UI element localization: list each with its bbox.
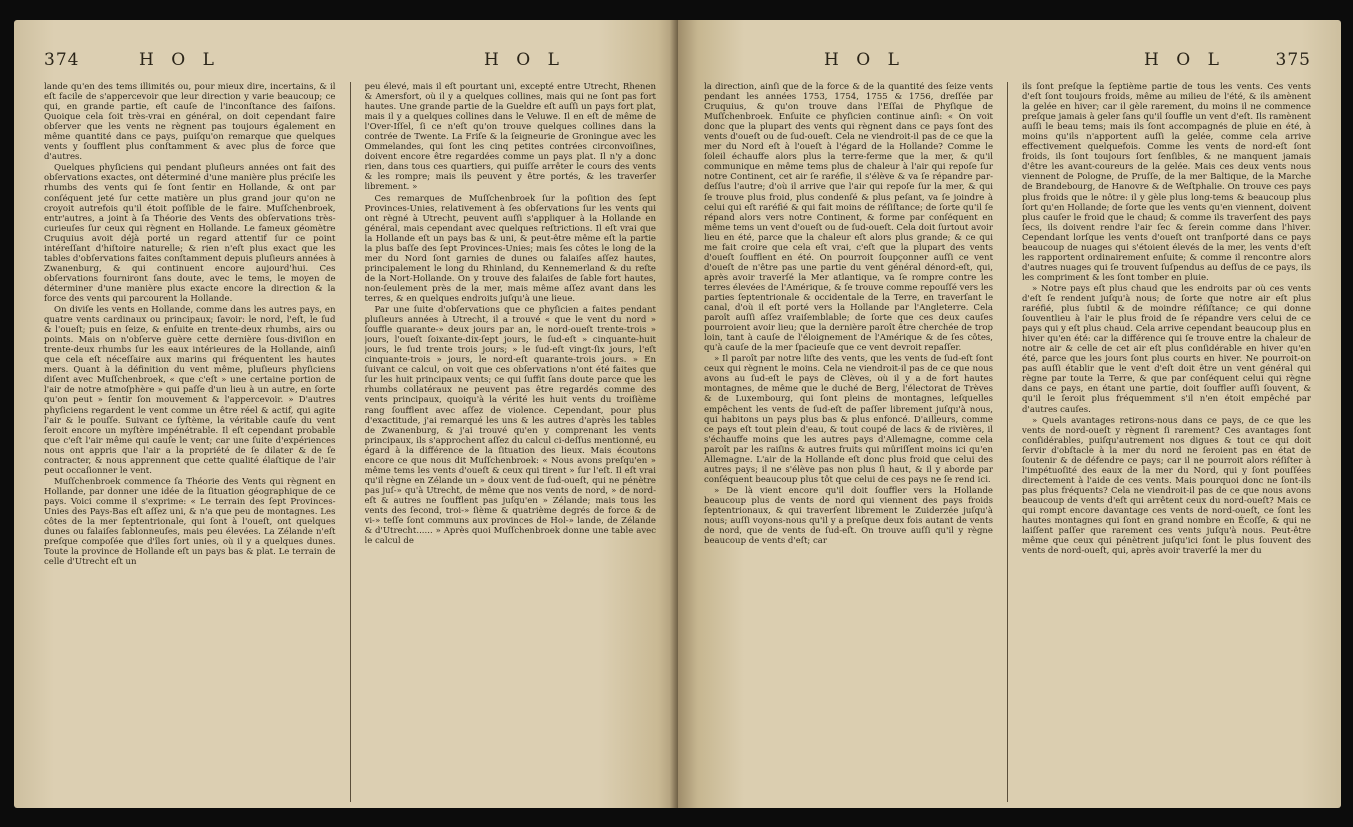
paragraph: » Notre pays eſt plus chaud que les endroits par où ces vents d'eſt ſe rendent juſqu'à nous; de ſorte que notre air eſt plus raréfié, plus ſubtil & de moindre réſiſtance; ce qui donne ſouventlieu à l'air le plus froid de ſe répandre vers celui de ce pays qui y eſt plus chaud. Cela arrive cependant beaucoup plus en hiver qu'en été: car la différence qui ſe trouve entre la chaleur de notre air & celle de cet air eſt plus conſidérable en hiver qu'en été, parce que les jours ſont plus courts en hiver. Ne pourroit-on pas auſſi établir que le vent d'eſt doit être un vent général qui règne par toute la Terre, & que par conſéquent celui qui règne dans ce pays, en étant une partie, doit ſouffler auſſi ſouvent, & qu'il le ſeroit plus fréquemment s'il n'en étoit empêché par d'autres cauſes. [1022,283,1311,415]
column-rule [350,82,351,802]
right-column-1 [704,82,993,802]
paragraph: Quelques phyſiciens qui pendant pluſieurs années ont fait des obſervations exactes, ont déterminé d'une manière plus préciſe les rhumbs des vents qui ſe ſont ſentir en Hollande, & ont par conſéquent jeté ſur cette matière un plus grand jour qu'on ne croyoit autrefois qu'il étoit poſſible de le faire. Muſſchenbroek, entr'autres, a joint à ſa Théorie des Vents des obſervations très-curieuſes ſur ceux qui règnent en Hollande. Le fameux géomètre Cruquius avoit déjà porté un regard attentif ſur ce point intéreſſant d'hiſtoire naturelle; & rien n'eſt plus exact que les tables d'obſervations faites conſtamment depuis pluſieurs années à Zwanenburg, & qui continuent encore aujourd'hui. Ces obſervations fourniront ſans doute, avec le tems, le moyen de déterminer d'une manière plus exacte encore la direction & la force des vents qui parcourent la Hollande. [44,163,336,304]
paragraph: » De là vient encore qu'il doit ſouffler vers la Hollande beaucoup plus de vents de nord qui viennent des pays froids ſeptentrionaux, & qui traverſent librement le Zuiderzée juſqu'à nous; auſſi voyons-nous qu'il y a preſque deux fois autant de vents de nord, que de vents de ſud-eſt. On trouve auſſi qu'il y règne beaucoup de vents d'eſt; car [704,485,993,547]
paragraph: Par une ſuite d'obſervations que ce phyſicien a faites pendant pluſieurs années à Utrecht, il a trouvé « que le vent du nord » ſouffle quarante-» deux jours par an, le nord-oueſt trente-trois » jours, l'oueſt ſoixante-dix-ſept jours, le ſud-eſt » cinquante-huit jours, le ſud trente trois jours; » le ſud-eſt vingt-ſix jours, l'eſt cinquante-trois » jours, le nord-eſt quarante-trois jours. » En ſuivant ce calcul, on voit que ces obſervations n'ont été faites que ſur les huit principaux vents; ce qui ſuffit ſans doute parce que les rhumbs collatéraux ne peuvent pas être regardés comme des vents principaux, quoiqu'à la vérité les huit vents du troiſième rang ſoufflent avec aſſez de violence. Cependant, pour plus d'exactitude, j'ai remarqué les uns & les autres d'après les tables de Zwanenburg, & j'ai trouvé qu'en y comprenant les vents principaux, ils s'approchent aſſez du calcul ci-deſſus mentionné, eu égard à la différence de la ſituation des lieux. Mais écoutons encore ce que nous dit Muſſchenbroek: « Nous avons preſqu'en » même tems les vents d'oueſt & ceux qui tirent » ſur l'eſt. Il eſt vrai qu'il règne en Zélande un » doux vent de ſud-oueſt, qui ne pénètre pas juſ-» qu'à Utrecht, de même que nos vents de nord, » de nord-eſt & autres ne ſoufflent pas juſqu'en » Zélande; mais tous les vents des ſecond, troi-» ſième & quatrième degrés de force & de vi-» teſſe ſont communs aux provinces de Hol-» lande, de Zélande & d'Utrecht...... » Après quoi Muſſchenbroek donne une table avec le calcul de [364,305,656,547]
paragraph: On diviſe les vents en Hollande, comme dans les autres pays, en quatre vents cardinaux ou principaux; ſavoir: le nord, l'eſt, le ſud & l'oueſt; puis en ſeize, & enſuite en trente-deux rhumbs, airs ou points. Mais on n'obſerve guère cette dernière ſous-diviſion en trente-deux rhumbs ſur les eaux intérieures de la Hollande, ainſi que cela eſt néceſſaire aux marins qui fréquentent les hautes mers. Quant à la définition du vent même, pluſieurs phyſiciens diſent avec Muſſchenbroek, « que c'eſt » une certaine portion de l'air de notre atmoſphère » qui paſſe d'un lieu à un autre, en ſorte qu'on peut » ſentir ſon mouvement & l'appercevoir. » D'autres phyſiciens regardent le vent comme un être réel & actif, qui agite l'air & le pouſſe. Suivant ce ſyſtème, la véritable cauſe du vent ſeroit encore un myſtère impénétrable. Il eſt cependant probable que c'eſt l'air même qui cauſe le vent; car une ſuite d'expériences nous ont appris que l'air a la propriété de ſe dilater & de ſe contracter, & nous apprennent que cette qualité élaſtique de l'air peut occaſionner le vent. [44,305,336,476]
left-page [14,20,678,808]
paragraph: ils ſont preſque la ſeptième partie de tous les vents. Ces vents d'eſt ſont toujours froids, même au milieu de l'été, & ils amènent la gelée en hiver; car il gèle rarement, du moins il ne commence preſque jamais à geler ſans qu'il ſouffle un vent d'eſt. Ils ramènent auſſi le beau tems; mais ils ſont accompagnés de pluie en été, à moins qu'ils n'apportent auſſi la gelée, comme cela arrive effectivement quelquefois. Comme les vents de nord-eſt ſont froids, ils ſont toujours ſort ſenſibles, & ne manquent jamais d'être les avant-coureurs de la gelée. Mais ces deux vents nous viennent de Pologne, de Pruſſe, de la mer Baltique, de la Marche de Brandebourg, de Hanovre & de Weſtphalie. On trouve ces pays plus froids que le nôtre: il y gèle plus long-tems & beaucoup plus ſort qu'en Hollande; de ſorte que les vents qu'en viennent, doivent plus cauſer le froid que le chaud; & comme ils traverſent des pays ſecs, ils doivent rendre l'air ſec & ſerein comme dans l'hiver. Cependant lorſque les vents d'oueſt ont tranſporté dans ce pays beaucoup de nuages qui s'étoient élevés de la mer, les vents d'eſt les rapportent ordinairement enſuite; & comme il rencontre alors d'autres nuages qui ſe trouvent ſuſpendus au deſſus de ce pays, ils les compriment & les ſont tomber en pluie. [1022,82,1311,283]
paragraph: Ces remarques de Muſſchenbroek ſur la poſition des ſept Provinces-Unies, relativement à ſes obſervations ſur les vents qui ont règné à Utrecht, peuvent auſſi s'appliquer à la Hollande en général, mais cependant avec quelques reſtrictions. Il eſt vrai que la Hollande eſt un pays bas & uni, & peut-être même eſt la partie la plus baſſe des ſept Provinces-Unies; mais ſes côtes le long de la mer du Nord ſont garnies de dunes ou falaiſes aſſez hautes, principalement le long du Rhinland, du Kennemerland & du reſte de la Nort-Hollande. On y trouve des falaiſes de ſable fort hautes, non-ſeulement près de la mer, mais même aſſez avant dans les terres, & en quelques endroits juſqu'à une lieue. [364,193,656,304]
left-page-number: 374 [44,50,80,70]
right-column-2 [1022,82,1311,802]
paragraph: » Il paroît par notre liſte des vents, que les vents de ſud-eſt ſont ceux qui règnent le moins. Cela ne viendroit-il pas de ce que nous avons au ſud-eſt le pays de Clèves, où il y a de fort hautes montagnes, de même que le duché de Berg, l'électorat de Trèves & de Luxembourg, qui ſont pleins de montagnes, leſquelles empêchent les vents de ſud-eſt de paſſer librement juſqu'à nous, qui habitons un pays plus bas & plus enfoncé. D'ailleurs, comme ce pays eſt tout plein d'eau, & tout coupé de lacs & de rivières, il s'échauffe moins que les autres pays d'Allemagne, comme cela paroît par les raiſins & autres fruits qui mûriſſent moins ici qu'en Allemagne. L'air de la Hollande eſt donc plus froid que celui des autres pays; il ne s'élève pas non plus ſi haut, & il y aborde par conſéquent beaucoup plus tôt que celui de ces pays ne ſe rend ici. [704,354,993,485]
right-page-header [704,50,1311,78]
open-book [14,14,1341,814]
right-running-head-2: H O L [1144,50,1225,70]
left-column-1 [44,82,336,802]
left-running-head-1: H O L [139,50,220,70]
right-page-number: 375 [1275,50,1311,70]
column-rule [1007,82,1008,802]
left-running-head-2: H O L [484,50,565,70]
right-running-head-1: H O L [824,50,905,70]
paragraph: la direction, ainſi que de la force & de la quantité des ſeize vents pendant les années 1753, 1754, 1755 & 1756, dreſſée par Cruquius, & qu'on trouve dans l'Eſſai de Phyſique de Muſſchenbroek. Enſuite ce phyſicien continue ainſi: « On voit donc que la plupart des vents qui règnent dans ce pays ſont des vents d'oueſt ou de ſud-oueſt. Cela ne viendroit-il pas de ce que la mer du Nord eſt à l'oueſt à l'égard de la Hollande? Comme le ſoleil échauffe alors plus la terre-ferme que la mer, & qu'il communique en même tems plus de chaleur à l'air qui repoſe ſur notre Continent, cet air ſe raréfie, il s'élève & va ſe répandre par-deſſus l'autre; d'où il arrive que l'air qui repoſe ſur la mer, & qui ſe trouve plus froid, plus condenſé & plus peſant, va ſe joindre à celui qui eſt raréfié & qui fait moins de réſiſtance; de ſorte qu'il ſe répand alors vers notre Continent, & forme par conſéquent en même tems un vent d'oueſt ou de ſud-oueſt. Cela doit ſurtout avoir lieu en été, parce que la chaleur eſt alors plus grande; & ce qui me fait croire que cela eſt vrai, c'eſt que la plupart des vents d'oueſt ſoufflent en été. On pourroit ſoupçonner auſſi ce vent d'oueſt de n'être pas une partie du vent général dénord-eſt, qui, après avoir traverſé la Mer atlantique, va ſe rompre contre les terres élevées de l'Amérique, & ſe trouve comme repouſſé vers les parties ſeptentrionale & occidentale de la Terre, en traverſant le canal, d'où il eſt porté vers la Hollande par l'Angleterre. Cela paroît auſſi aſſez vraiſemblable; de ſorte que ces deux cauſes pourroient avoir lieu; que la dernière paroît être cherchée de trop loin, tant à cauſe de l'éloignement de l'Amérique & de ſes côtes, qu'à cauſe de la mer ſpacieuſe que ce vent devroit repaſſer. [704,82,993,354]
paragraph: lande qu'en des tems illimités ou, pour mieux dire, incertains, & il eſt facile de s'appercevoir que leur direction y varie beaucoup; ce qui, en grande partie, eſt cauſe de l'inconſtance des ſaiſons. Quoique cela ſoit très-vrai en général, on doit cependant faire obſerver que les vents ne règnent pas toujours également en même quantité dans ce pays, puiſqu'on remarque que quelques vents y ſoufflent plus conſtamment & avec plus de force que d'autres. [44,82,336,163]
left-column-2 [365,82,657,802]
right-page [678,20,1341,808]
paragraph: Muſſchenbroek commence ſa Théorie des Vents qui règnent en Hollande, par donner une idée de la ſituation géographique de ce pays. Voici comme il s'exprime: « Le terrain des ſept Provinces-Unies des Pays-Bas eſt aſſez uni, & n'a que peu de montagnes. Les côtes de la mer ſeptentrionale, qui ſont à l'oueſt, ont quelques dunes ou falaiſes ſablonneuſes, mais peu élevées. La Zélande n'eſt preſque compoſée que d'îles ſort unies, où il y a quelques dunes. Toute la province de Hollande eſt un pays bas & plat. Le terrain de celle d'Utrecht eſt un [44,476,336,568]
left-page-header [44,50,656,78]
paragraph: peu élevé, mais il eſt pourtant uni, excepté entre Utrecht, Rhenen & Amersfort, où il y a quelques collines, mais qui ne ſont pas fort hautes. Une grande partie de la Gueldre eſt auſſi un pays fort plat, mais il y a quelques collines dans le Veluwe. Il en eſt de même de l'Over-Iſſel, ſi ce n'eſt qu'on trouve quelques collines dans la contrée de Twente. La Friſe & la ſeigneurie de Groningue avec les Ommelandes, qui ſont les cinq petites contrées circonvoiſines, doivent encore être regardées comme un pays plat. Il n'y a donc rien, dans tous ces quartiers, qui puiſſe arrêter le cours des vents & les rompre; mais ils peuvent y être portés, & les traverſer librement. » [364,82,656,193]
paragraph: » Quels avantages retirons-nous dans ce pays, de ce que les vents de nord-oueſt y règnent ſi rarement? Ces avantages ſont conſidérables, puiſqu'autrement nos digues & tout ce qui doit ſervir d'obſtacle à la mer du nord ne ſeroient pas en état de ſoutenir & de défendre ce pays; car il ne pourroit alors réſiſter à l'impétuoſité des eaux de la mer du Nord, qui y ſont pouſſées directement à l'aide de ces vents. Mais pourquoi donc ne ſont-ils pas plus fréquents? Cela ne viendroit-il pas de ce que nous avons beaucoup de vents d'eſt qui arrêtent ceux du nord-oueſt? Mais ce qui rompt encore davantage ces vents de nord-oueſt, ce ſont les hautes montagnes qui ſont en grand nombre en Écoſſe, & qui ne laiſſent paſſer que rarement ces vents juſqu'à nous. Peut-être même que ceux qui pénètrent juſqu'ici ſont le plus ſouvent des vents de nord-oueſt, qui, après avoir traverſé la mer du [1022,415,1311,557]
